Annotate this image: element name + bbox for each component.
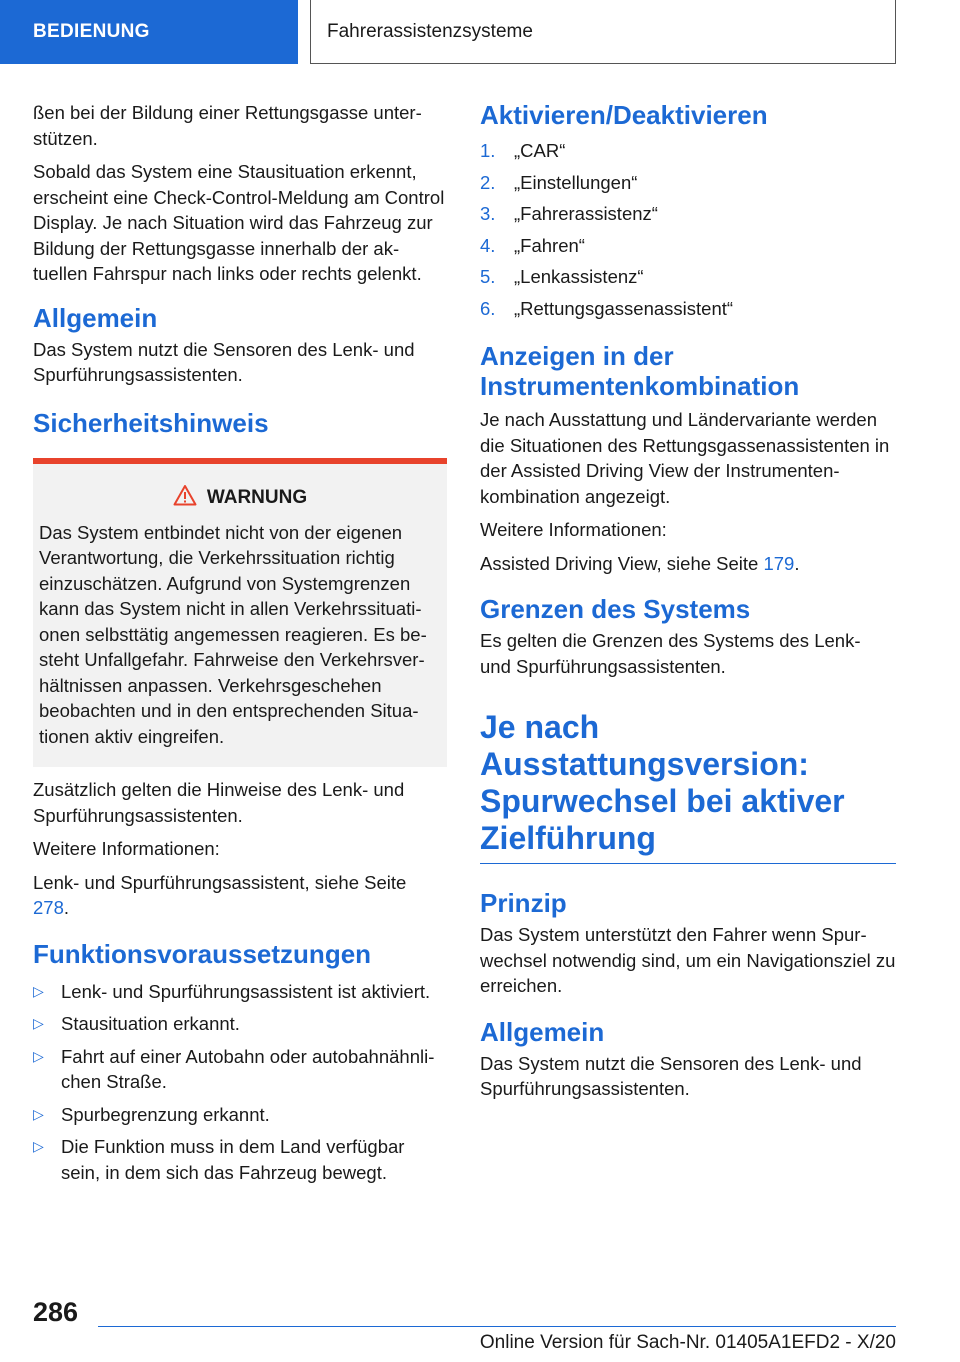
chapter-title: Je nach Ausstattungsversion: Spurwechsel bei aktiver Zielführung <box>480 709 845 856</box>
list-item: 6. „Rettungsgassenassistent“ <box>480 297 734 319</box>
allgemein-text: Das System nutzt die Sensoren des Lenk- und Spurführungsassistenten. <box>33 338 415 385</box>
funktion-heading: Funktionsvoraussetzungen <box>33 938 372 969</box>
list-item: 5. „Lenkassistenz“ <box>480 266 644 287</box>
reference-text: Assisted Driving View, siehe Seite <box>480 552 759 574</box>
sicherheit-heading: Sicherheitshinweis <box>33 407 269 438</box>
weitere-label: Weitere Informationen: <box>33 838 220 859</box>
page-link-179[interactable]: 179 <box>763 552 795 574</box>
anzeigen-heading: Anzeigen in der Instrumentenkombination <box>480 341 800 401</box>
list-item: 2. „Einstellungen“ <box>480 171 638 193</box>
allgemein-text: Das System nutzt die Sensoren des Lenk- und Spurführungsassistenten. <box>480 1052 862 1099</box>
prinzip-heading: Prinzip <box>480 888 567 918</box>
reference-end: . <box>63 897 70 918</box>
section-tab <box>0 0 298 64</box>
section-label: BEDIENUNG <box>33 21 150 42</box>
list-item: ▷ Lenk- und Spurführungsassistent ist aktiviert. <box>33 979 447 1005</box>
grenzen-text: Es gelten die Grenzen des Systems des Lenk- und Spurführungsassistenten. <box>480 630 861 677</box>
triangle-bullet-icon: ▷ <box>33 1015 44 1031</box>
list-item: ▷ Fahrt auf einer Autobahn oder autobahnähnlichen Straße. <box>33 1045 435 1092</box>
chapter-header <box>310 0 896 64</box>
warning-header <box>39 484 441 512</box>
warning-box <box>33 458 447 768</box>
reference-end: . <box>794 552 800 574</box>
reference-paragraph <box>33 870 447 921</box>
footer-divider <box>98 1326 896 1327</box>
allgemein-heading: Allgemein <box>33 302 158 333</box>
chapter-label: Fahrerassistenzsysteme <box>327 20 533 42</box>
settings-steps-list <box>480 138 896 321</box>
list-item: ▷ Stausituation erkannt. <box>33 1011 447 1037</box>
triangle-bullet-icon: ▷ <box>33 982 44 999</box>
chapter-title-block <box>480 709 896 864</box>
left-column <box>33 100 447 1192</box>
triangle-bullet-icon: ▷ <box>33 1138 44 1154</box>
anzeigen-text: Je nach Ausstattung und Ländervariante werden die Situationen des Rettungsgassenassistenten in der Assisted Driving View der Instrumentenkombination angezeigt. <box>480 409 890 507</box>
warning-text: Das System entbindet nicht von der eigenen Verantwortung, die Verkehrssituation richtig einzuschätzen. Aufgrund von Systemgrenzen kann das System nicht in allen Verkehrssituationen selbsttätig angemessen reagieren. Es besteht Unfallgefahr. Fahrweise den Verkehrsverhältnissen anpassen. Verkehrsgeschehen beobachten und in den entsprechenden Situationen aktiv eingreifen. <box>39 521 427 747</box>
zusatz-text: Zusätzlich gelten die Hinweise des Lenk- und Spurführungsassistenten. <box>33 779 405 826</box>
list-item: 3. „Fahrerassistenz“ <box>480 203 658 224</box>
aktivieren-heading: Aktivieren/Deaktivieren <box>480 100 768 130</box>
intro-paragraph: Sobald das System eine Stausituation erkennt, erscheint eine Check-Control-Meldung am Control Display. Je nach Situation wird das Fahrzeug zur Bildung der Rettungsgasse innerhalb der aktuellen Fahrspur nach links oder rechts gelenkt. <box>33 161 445 284</box>
allgemein-heading: Allgemein <box>480 1016 605 1047</box>
page-link-278[interactable]: 278 <box>33 897 64 918</box>
page-number: 286 <box>33 1297 79 1327</box>
continued-paragraph: ßen bei der Bildung einer Rettungsgasse unterstützen. <box>33 102 422 149</box>
warning-title: WARNUNG <box>206 486 308 508</box>
list-item: 1. „CAR“ <box>480 140 566 161</box>
list-item: 4. „Fahren“ <box>480 234 585 256</box>
weitere-label: Weitere Informationen: <box>480 519 667 540</box>
right-column <box>480 100 896 1110</box>
list-item: ▷ Die Funktion muss in dem Land verfügbar sein, in dem sich das Fahrzeug bewegt. <box>33 1136 405 1183</box>
warning-triangle-icon <box>173 484 197 512</box>
triangle-bullet-icon: ▷ <box>33 1105 44 1122</box>
reference-text: Lenk- und Spurführungsassistent, siehe Seite <box>33 871 407 893</box>
reference-paragraph <box>480 551 896 577</box>
grenzen-heading: Grenzen des Systems <box>480 594 751 624</box>
list-item: ▷ Spurbegrenzung erkannt. <box>33 1102 447 1128</box>
funktion-list <box>33 979 447 1186</box>
prinzip-text: Das System unterstützt den Fahrer wenn Spurwechsel notwendig sind, um ein Navigationsziel zu erreichen. <box>480 924 896 996</box>
triangle-bullet-icon: ▷ <box>33 1047 44 1064</box>
online-version-text: Online Version für Sach-Nr. 01405A1EFD2 - X/20 <box>479 1332 896 1353</box>
